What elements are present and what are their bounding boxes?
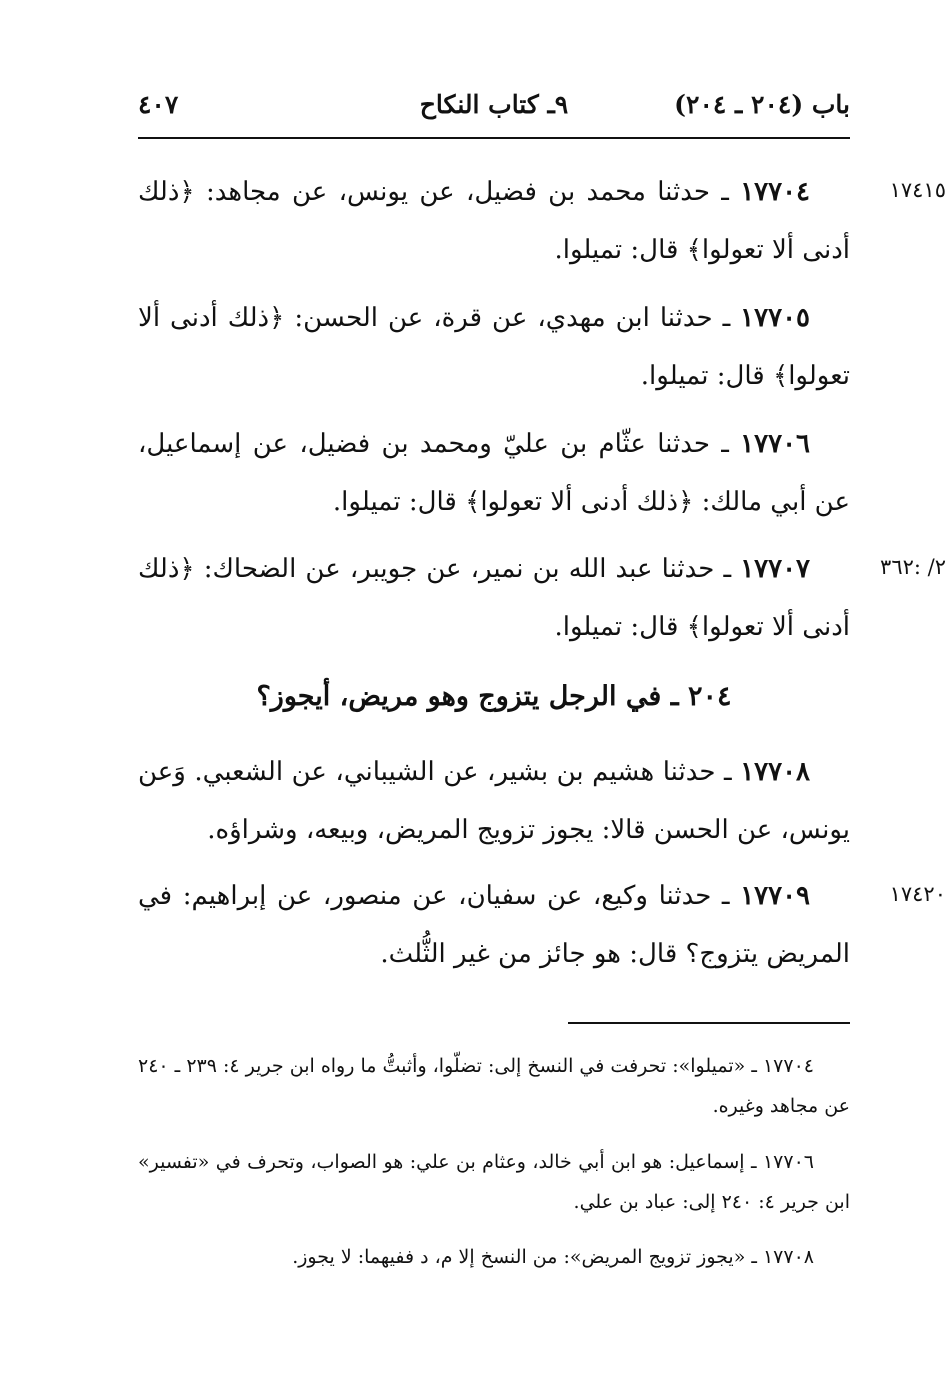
- hadith-text: ـ حدثنا عبد الله بن نمير، عن جويبر، عن الضحاك: ﴿ذلك أدنى ألا تعولوا﴾ قال: تميلوا.: [138, 554, 850, 642]
- hadith-text: ـ حدثنا وكيع، عن سفيان، عن منصور، عن إبراهيم: في المريض يتزوج؟ قال: هو جائز من غير الثُّلث.: [138, 881, 850, 969]
- hadith-number: ١٧٧٠٦: [740, 429, 810, 459]
- hadith-entry: [138, 540, 850, 656]
- hadith-entry: [138, 743, 850, 859]
- margin-note: ١٧٤١٥: [889, 178, 946, 202]
- footnote-number: ١٧٧٠٦: [762, 1151, 814, 1173]
- hadith-number: ١٧٧٠٩: [740, 881, 811, 911]
- footnote-number: ١٧٧٠٨: [762, 1246, 814, 1268]
- hadith-text: ـ حدثنا محمد بن فضيل، عن يونس، عن مجاهد: ﴿ذلك أدنى ألا تعولوا﴾ قال: تميلوا.: [138, 177, 850, 265]
- chapter-range: باب (٢٠٤ ـ ٢٠٤): [674, 90, 850, 119]
- hadith-text: ـ حدثنا هشيم بن بشير، عن الشيباني، عن الشعبي. وَعن يونس، عن الحسن قالا: يجوز تزويج المريض، وبيعه، وشراؤه.: [138, 757, 850, 845]
- footnote-number: ١٧٧٠٤: [762, 1055, 814, 1077]
- footnote: [138, 1046, 850, 1126]
- header-rule: [138, 137, 850, 139]
- hadith-entry: [138, 415, 850, 531]
- footnote-text: ـ «تميلوا»: تحرفت في النسخ إلى: تضلّوا، وأثبتُّ ما رواه ابن جرير ٤: ٢٣٩ ـ ٢٤٠ عن مجاهد وغيره.: [138, 1055, 850, 1117]
- footnote: [138, 1142, 850, 1222]
- margin-note: ١٧٤٢٠: [889, 882, 946, 906]
- page-header: [138, 88, 850, 136]
- margin-note: ٢/ :٣٦٢: [880, 555, 946, 579]
- hadith-entry: [138, 289, 850, 405]
- hadith-number: ١٧٧٠٨: [740, 757, 811, 787]
- hadith-number: ١٧٧٠٤: [740, 177, 811, 207]
- footnote-text: ـ إسماعيل: هو ابن أبي خالد، وعثام بن علي: هو الصواب، وتحرف في «تفسير» ابن جرير ٤: ٢٤٠ إلى: عباد بن علي.: [138, 1151, 850, 1213]
- hadith-number: ١٧٧٠٥: [740, 303, 810, 333]
- book-title: ٩ـ كتاب النكاح: [419, 90, 569, 119]
- hadith-number: ١٧٧٠٧: [740, 554, 811, 584]
- hadith-text: ـ حدثنا عثّام بن عليّ ومحمد بن فضيل، عن إسماعيل، عن أبي مالك: ﴿ذلك أدنى ألا تعولوا﴾ قال: تميلوا.: [138, 429, 850, 517]
- footnote: [138, 1237, 850, 1277]
- section-heading: ٢٠٤ ـ في الرجل يتزوج وهو مريض، أيجوز؟: [256, 681, 732, 712]
- hadith-text: ـ حدثنا ابن مهدي، عن قرة، عن الحسن: ﴿ذلك أدنى ألا تعولوا﴾ قال: تميلوا.: [138, 303, 850, 391]
- hadith-entry: [138, 163, 850, 279]
- footnote-rule: [568, 1022, 850, 1024]
- page-number: ٤٠٧: [138, 90, 179, 119]
- footnote-text: ـ «يجوز تزويج المريض»: من النسخ إلا م، د ففيهما: لا يجوز.: [292, 1246, 757, 1268]
- hadith-entry: [138, 867, 850, 983]
